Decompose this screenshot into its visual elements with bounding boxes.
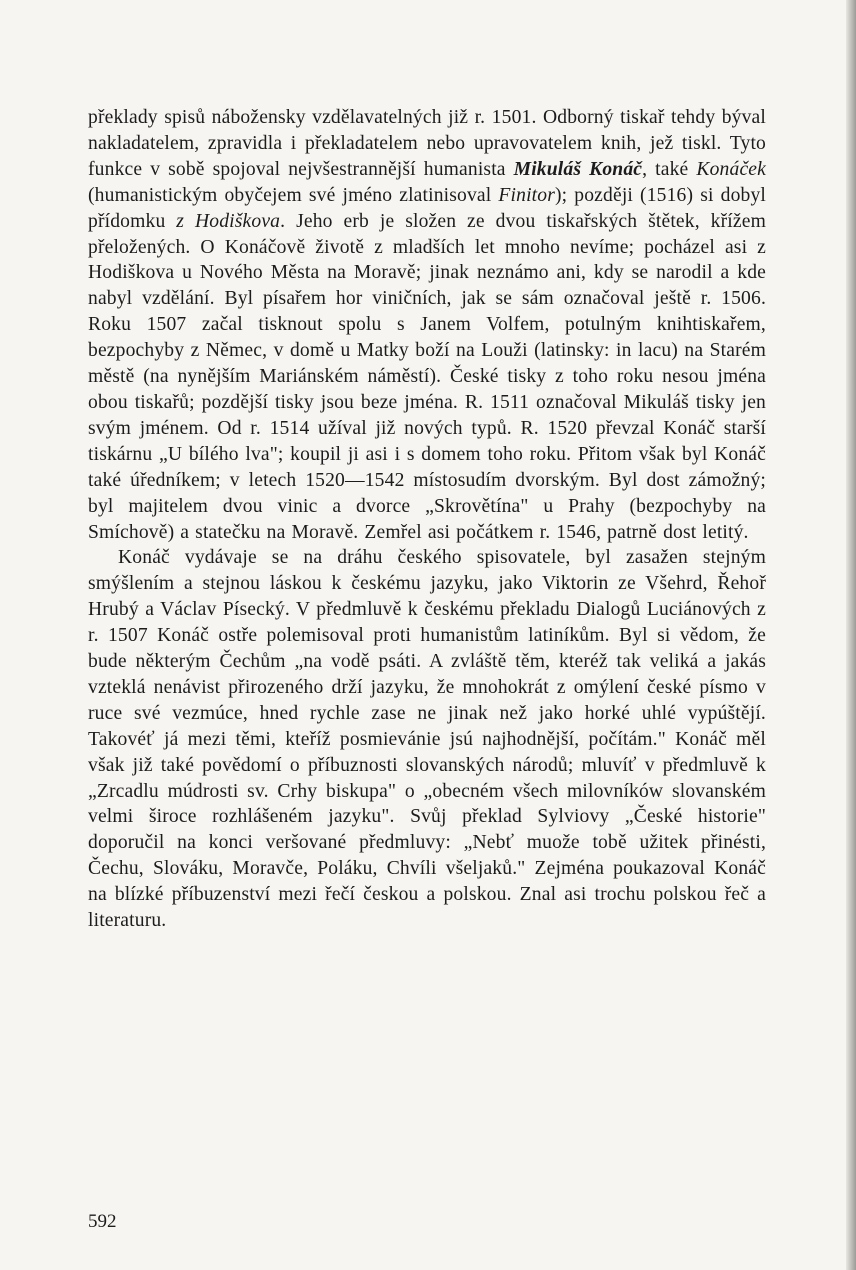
- page-edge-shadow: [846, 0, 856, 1270]
- emphasized-text: Mikuláš Konáč: [513, 158, 643, 180]
- text-run: . Jeho erb je složen ze dvou tiskařských štětek, křížem přeložených. O Konáčově životě z mladších let mnoho nevíme; pocházel asi z Hodiškova u Nového Města na Moravě; jinak neznámo ani, kdy se narodil a kde nabyl vzdělání. Byl písařem hor viničních, jak se sám označoval ještě r. 1506. Roku 1507 začal tisknout spolu s Janem Volfem, potulným knihtiskařem, bezpochyby z Němec, v domě u Matky boží na Louži (latinsky: in lacu) na Starém městě (na nynějším Mariánském náměstí). České tisky z toho roku nesou jména obou tiskařů; pozdější tisky jsou beze jména. R. 1511 označoval Mikuláš tisky jen svým jménem. Od r. 1514 užíval již nových typů. R. 1520 převzal Konáč starší tiskárnu „U bílého lva"; koupil ji asi i s domem toho roku. Přitom však byl Konáč také úředníkem; v letech 1520—1542 místosudím dvorským. Byl dost zámožný; byl majitelem dvou vinic a dvorce „Skrovětína" u Prahy (bezpochyby na Smíchově) a statečku na Moravě. Zemřel asi počátkem r. 1546, patrně dost letitý.: [88, 210, 766, 543]
- emphasized-text: Konáček: [696, 158, 766, 180]
- emphasized-text: Finitor: [498, 184, 555, 206]
- text-run: ); později (1516) si dobyl přídomku: [88, 184, 766, 232]
- page-number: 592: [88, 1211, 117, 1232]
- text-run: překlady spisů nábožensky vzdělavatelných již r. 1501. Odborný tiskař tehdy býval nakladatelem, zpravidla i překladatelem nebo upravovatelem knih, jež tiskl. Tyto funkce v sobě spojoval nejvšestrannější humanista: [88, 107, 766, 180]
- text-run: Konáč vydávaje se na dráhu českého spisovatele, byl zasažen stejným smýšlením a stejnou láskou k českému jazyku, jako Viktorin ze Všehrd, Řehoř Hrubý a Václav Písecký. V předmluvě k českému překladu Dialogů Luciánových z r. 1507 Konáč ostře polemisoval proti humanistům latiníkům. Byl si vědom, že bude některým Čechům „na vodě psáti. A zvláště těm, kteréž tak veliká a jakás vzteklá nenávist přirozeného drží jazyku, že mnohokrát z omýlení české písmo v ruce své vezmúce, hned rychle zase ne jinak než jako horké uhlé vypúštějí. Takovéť já mezi těmi, kteříž posmievánie jsú najhodnější, počítám." Konáč měl však již také povědomí o příbuznosti slovanských národů; mluvíť v předmluvě k „Zrcadlu múdrosti sv. Crhy biskupa" o „obecném všech milovníków slovanském velmi široce rozhlášeném jazyku". Svůj překlad Sylviovy „České historie" doporučil na konci veršované předmluvy: „Nebť muože tobě užitek přinésti, Čechu, Slováku, Moravče, Poláku, Chvíli všeljaků." Zejména poukazoval Konáč na blízké příbuzenství mezi řečí českou a polskou. Znal asi trochu polskou řeč a literaturu.: [88, 547, 766, 932]
- emphasized-text: z Hodiškova: [176, 210, 281, 232]
- paragraph-2: [88, 545, 766, 934]
- text-run: , také: [642, 158, 697, 180]
- text-run: (humanistickým obyčejem své jméno zlatinisoval: [88, 184, 499, 206]
- paragraph-1: [88, 105, 766, 545]
- page-body: [88, 105, 766, 934]
